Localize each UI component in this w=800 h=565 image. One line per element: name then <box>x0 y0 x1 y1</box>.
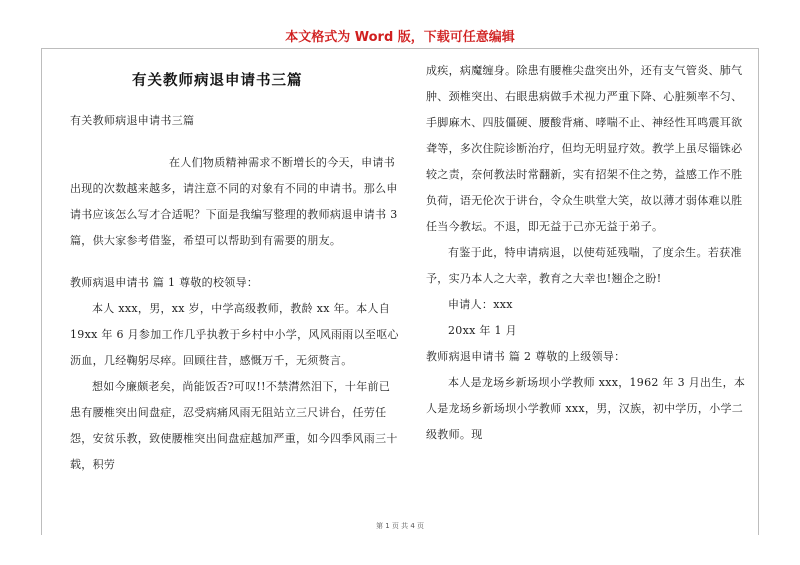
paragraph-5: 本人是龙场乡新场坝小学教师 xxx，1962 年 3 月出生，本人是龙场乡新场坝小学教师 xxx，男，汉族，初中学历，小学二级教师。现 <box>426 376 746 441</box>
applicant-line: 申请人：xxx <box>448 298 513 311</box>
section-heading-1: 教师病退申请书 篇 1 尊敬的校领导： <box>70 276 259 289</box>
section-heading-2: 教师病退申请书 篇 2 尊敬的上级领导： <box>426 350 626 363</box>
spacer <box>70 254 400 270</box>
paragraph-1: 本人 xxx，男，xx 岁，中学高级教师，教龄 xx 年。本人自 19xx 年 6 月参加工作几乎执教于乡村中小学，风风雨雨以至呕心沥血，几经鞠躬尽瘁。回顾往昔，感慨万千，无须赘言。 <box>70 302 399 367</box>
intro-paragraph: 在人们物质精神需求不断增长的今天，申请书出现的次数越来越多，请注意不同的对象有不同的申请书。那么申请书应该怎么写才合适呢？下面是我编写整理的教师病退申请书 3 篇，供大家参考借鉴，希望可以帮助到有需要的朋友。 <box>70 156 398 247</box>
paragraph-4: 有鉴于此，特申请病退，以使苟延残喘，了度余生。若获准予，实乃本人之大幸，教育之大幸也!翘企之盼! <box>426 246 742 285</box>
document-title: 有关教师病退申请书三篇 <box>132 72 303 89</box>
page-border-left <box>41 48 42 535</box>
page-border-right <box>758 48 759 535</box>
page-number-footer: 第 1 页 共 4 页 <box>375 522 425 530</box>
page-border-top <box>41 48 759 49</box>
spacer <box>70 134 400 150</box>
date-line: 20xx 年 1 月 <box>448 324 517 337</box>
paragraph-3: 成疾，病魔缠身。除患有腰椎尖盘突出外，还有支气管炎、肺气肿、颈椎突出、右眼患病做手术视力严重下降、心脏频率不匀、手脚麻木、四肢僵硬、腰酸背痛、哮喘不止、神经性耳鸣震耳欲聋等，多次住院诊断治疗，但均无明显疗效。教学上虽尽锱铢必较之责，奈何教法时常翻新，实有招架不住之势，益感工作不胜负荷，语无伦次于讲台，令众生哄堂大笑，故以薄才弱体难以胜任当今教坛。不退，即无益于己亦无益于弟子。 <box>426 64 743 233</box>
left-column <box>70 58 400 478</box>
word-format-banner: 本文格式为 Word 版，下载可任意编辑 <box>285 30 515 45</box>
paragraph-2: 想如今廉颇老矣，尚能饭否?可叹!!不禁潸然泪下，十年前已患有腰椎突出间盘症，忍受病痛风雨无阻站立三尺讲台，任劳任怨，安贫乐教，致使腰椎突出间盘症越加严重，如今四季风雨三十载，积劳 <box>70 380 398 471</box>
sub-title: 有关教师病退申请书三篇 <box>70 114 195 127</box>
right-column <box>426 58 751 448</box>
